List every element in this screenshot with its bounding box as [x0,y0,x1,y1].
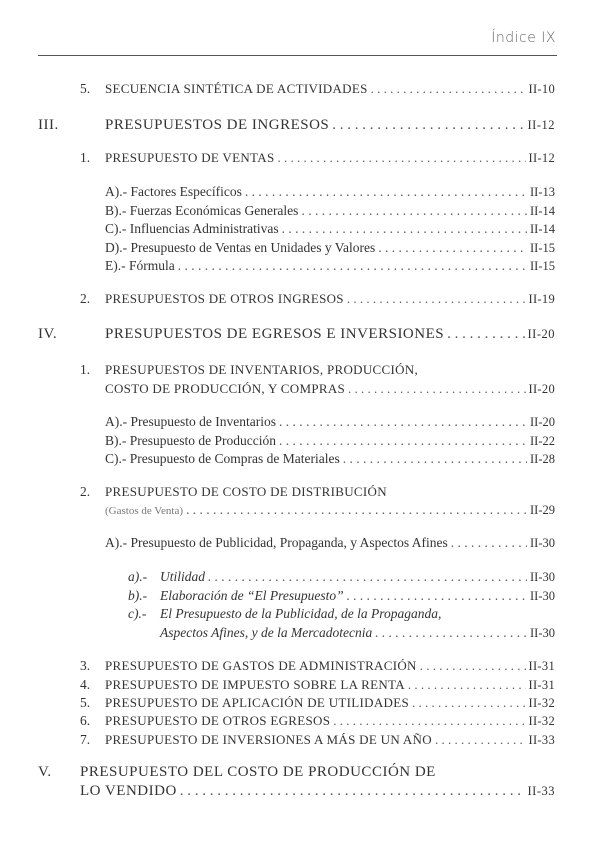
entry-title: PRESUPUESTOS DE EGRESOS E INVERSIONES [105,326,445,342]
toc-entry[interactable] [160,624,555,642]
running-header: Índice IX [491,30,556,46]
dot-leader [447,325,524,343]
dot-leader [301,202,527,220]
entry-number: 7. [80,732,91,747]
entry-title: A).- Factores Específicos [105,184,242,199]
toc-entry[interactable] [105,413,555,431]
entry-title: A).- Presupuesto de Inventarios [105,414,276,429]
toc-entry[interactable] [105,220,555,238]
entry-page: II-31 [528,659,555,673]
header-rule [38,55,557,56]
dot-leader [333,712,525,730]
entry-title: PRESUPUESTOS DE OTROS INGRESOS [105,291,344,306]
toc-entry[interactable] [105,731,555,749]
entry-page: II-15 [530,241,555,255]
dot-leader [408,676,526,694]
entry-title: D).- Presupuesto de Ventas en Unidades y Valores [105,240,376,255]
entry-page: II-19 [528,292,555,306]
toc-entry[interactable] [105,149,555,167]
dot-leader [347,290,526,308]
dot-leader [371,80,526,98]
entry-title: B).- Presupuesto de Producción [105,433,276,448]
entry-number: IV. [38,326,58,342]
entry-number: V. [38,764,52,780]
toc-entry[interactable] [160,568,555,586]
entry-number: 6. [80,713,91,728]
dot-leader [378,239,527,257]
entry-title: Elaboración de “El Presupuesto” [160,588,344,603]
entry-page: II-10 [528,82,555,96]
toc-entry[interactable] [105,116,555,134]
entry-title: C).- Influencias Administrativas [105,221,279,236]
toc-entry[interactable] [105,183,555,201]
entry-title: El Presupuesto de la Publicidad, de la Propaganda, [160,606,442,621]
dot-leader [186,501,527,519]
entry-page: II-30 [530,626,555,640]
entry-title: PRESUPUESTO DE GASTOS DE ADMINISTRACIÓN [105,658,417,673]
dot-leader [412,694,526,712]
entry-title: PRESUPUESTO DEL COSTO DE PRODUCCIÓN DE [80,764,436,780]
toc-entry[interactable] [105,239,555,257]
entry-title: LO VENDIDO [80,783,177,799]
entry-title: PRESUPUESTO DE OTROS EGRESOS [105,713,331,728]
entry-number: 1. [80,362,91,377]
dot-leader [347,587,527,605]
entry-page: II-33 [527,784,555,798]
entry-title: Utilidad [160,569,206,584]
dot-leader [282,220,527,238]
entry-page: II-30 [530,536,555,550]
dot-leader [180,782,525,800]
entry-title-line1 [105,483,555,501]
entry-number: c).- [128,606,147,621]
toc-entry[interactable] [105,290,555,308]
toc-entry[interactable] [105,534,555,552]
entry-page: II-14 [530,204,555,218]
entry-page: II-33 [528,733,555,747]
entry-page: II-14 [530,222,555,236]
dot-leader [375,624,527,642]
entry-page: II-32 [528,714,555,728]
dot-leader [451,534,527,552]
entry-title: PRESUPUESTO DE IMPUESTO SOBRE LA RENTA [105,677,405,692]
entry-title-line1 [160,605,555,623]
entry-title: A).- Presupuesto de Publicidad, Propaganda, y Aspectos Afines [105,535,448,550]
entry-number: 5. [80,81,91,96]
toc-entry[interactable] [105,501,555,520]
entry-title: Aspectos Afines, y de la Mercadotecnia [160,625,373,640]
entry-title: C).- Presupuesto de Compras de Materiales [105,451,340,466]
dot-leader [208,568,527,586]
dot-leader [279,413,527,431]
dot-leader [178,257,527,275]
dot-leader [420,657,526,675]
toc-entry[interactable] [105,80,555,98]
entry-page: II-30 [530,589,555,603]
entry-page: II-30 [530,570,555,584]
entry-page: II-12 [528,151,555,165]
toc-entry[interactable] [105,325,555,343]
toc-entry[interactable] [80,782,555,800]
entry-number: 2. [80,484,91,499]
dot-leader [435,731,526,749]
entry-page: II-12 [527,118,555,132]
entry-title-line1 [105,361,555,379]
dot-leader [277,149,525,167]
entry-page: II-32 [528,696,555,710]
entry-number: 4. [80,677,91,692]
entry-title: PRESUPUESTOS DE INGRESOS [105,117,330,133]
entry-title-line1 [80,763,555,781]
entry-page: II-20 [528,382,555,396]
entry-title: PRESUPUESTOS DE INVENTARIOS, PRODUCCIÓN, [105,362,419,377]
entry-title: SECUENCIA SINTÉTICA DE ACTIVIDADES [105,81,368,96]
dot-leader [245,183,527,201]
entry-number: b).- [128,588,148,603]
entry-title: (Gastos de Venta) [105,505,183,517]
entry-page: II-20 [527,327,555,341]
dot-leader [348,380,525,398]
entry-page: II-13 [530,185,555,199]
toc-entry[interactable] [160,587,555,605]
toc-entry[interactable] [105,676,555,694]
toc-entry[interactable] [105,257,555,275]
toc-entry[interactable] [105,657,555,675]
dot-leader [332,116,524,134]
entry-number: 2. [80,291,91,306]
toc-entry[interactable] [105,712,555,730]
toc-entry[interactable] [105,450,555,468]
toc-entry[interactable] [105,202,555,220]
entry-page: II-29 [530,503,555,517]
entry-number: 5. [80,695,91,710]
entry-title: PRESUPUESTO DE VENTAS [105,150,275,165]
entry-page: II-31 [528,678,555,692]
entry-title: PRESUPUESTO DE APLICACIÓN DE UTILIDADES [105,695,409,710]
entry-page: II-15 [530,259,555,273]
dot-leader [279,432,527,450]
toc-entry[interactable] [105,694,555,712]
entry-page: II-28 [530,452,555,466]
entry-title: E).- Fórmula [105,258,175,273]
entry-page: II-20 [530,415,555,429]
entry-title: PRESUPUESTO DE COSTO DE DISTRIBUCIÓN [105,484,387,499]
entry-page: II-22 [530,434,555,448]
entry-number: 3. [80,658,91,673]
entry-number: a).- [128,569,148,584]
entry-title: COSTO DE PRODUCCIÓN, Y COMPRAS [105,381,346,396]
entry-number: 1. [80,150,91,165]
entry-title: PRESUPUESTO DE INVERSIONES A MÁS DE UN AÑO [105,732,432,747]
toc-entry[interactable] [105,432,555,450]
entry-title: B).- Fuerzas Económicas Generales [105,203,299,218]
toc-entry[interactable] [105,380,555,398]
entry-number: III. [38,117,59,133]
dot-leader [343,450,527,468]
